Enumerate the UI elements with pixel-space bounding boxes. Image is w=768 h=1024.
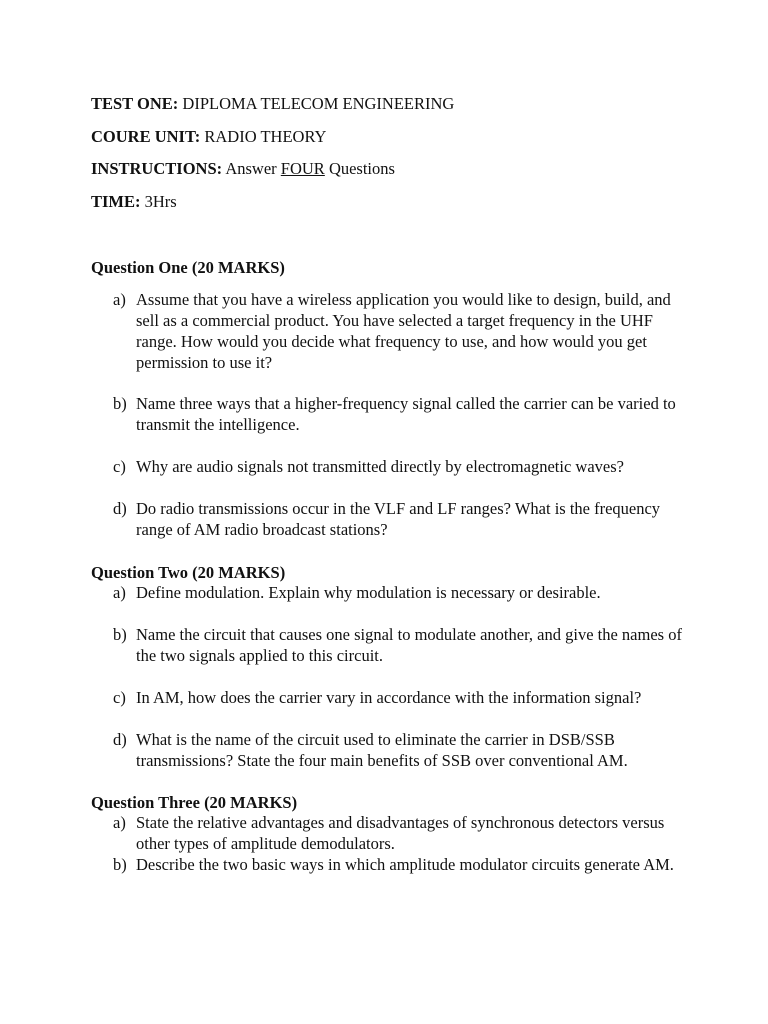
- time-label: TIME:: [91, 192, 141, 211]
- item-label: d): [113, 499, 127, 518]
- item-text: Name the circuit that causes one signal to modulate another, and give the names of the two signals applied to this circuit.: [136, 625, 682, 665]
- time-value: 3Hrs: [144, 192, 177, 211]
- item-text: Why are audio signals not transmitted directly by electromagnetic waves?: [136, 457, 624, 476]
- instructions-line: [91, 158, 395, 179]
- question-two-item-d: [113, 729, 693, 771]
- item-text: Name three ways that a higher-frequency signal called the carrier can be varied to transmit the intelligence.: [136, 394, 676, 434]
- question-one-item-c: [113, 456, 693, 477]
- item-label: a): [113, 583, 126, 602]
- test-value: DIPLOMA TELECOM ENGINEERING: [182, 94, 455, 113]
- item-label: b): [113, 625, 127, 644]
- instructions-pre: Answer: [225, 159, 277, 178]
- item-text: Define modulation. Explain why modulation is necessary or desirable.: [136, 583, 601, 602]
- item-label: a): [113, 290, 126, 309]
- course-unit-line: [91, 126, 326, 147]
- item-label: a): [113, 813, 126, 832]
- question-three-title: Question Three (20 MARKS): [91, 793, 298, 812]
- item-text: In AM, how does the carrier vary in accordance with the information signal?: [136, 688, 642, 707]
- instructions-emphasis: FOUR: [280, 159, 325, 178]
- item-label: b): [113, 855, 127, 874]
- question-two-item-c: [113, 687, 693, 708]
- question-two-title: Question Two (20 MARKS): [91, 563, 286, 582]
- instructions-label: INSTRUCTIONS:: [91, 159, 223, 178]
- question-three-item-a: [113, 812, 693, 854]
- question-two-item-b: [113, 624, 693, 666]
- question-one-item-b: [113, 393, 693, 435]
- item-label: d): [113, 730, 127, 749]
- question-one-title: Question One (20 MARKS): [91, 258, 285, 277]
- item-text: Describe the two basic ways in which amplitude modulator circuits generate AM.: [136, 855, 674, 874]
- course-unit-value: RADIO THEORY: [204, 127, 327, 146]
- test-label: TEST ONE:: [91, 94, 179, 113]
- item-label: c): [113, 457, 126, 476]
- course-unit-label: COURE UNIT:: [91, 127, 201, 146]
- question-one-item-a: [113, 289, 693, 373]
- question-three-item-b: [113, 854, 693, 875]
- item-text: What is the name of the circuit used to eliminate the carrier in DSB/SSB transmissions? State the four main benefits of SSB over conventional AM.: [136, 730, 628, 770]
- time-line: [91, 191, 177, 212]
- item-text: Do radio transmissions occur in the VLF and LF ranges? What is the frequency range of AM radio broadcast stations?: [136, 499, 661, 539]
- test-line: [91, 93, 454, 114]
- question-one-item-d: [113, 498, 693, 540]
- instructions-post: Questions: [328, 159, 395, 178]
- item-label: b): [113, 394, 127, 413]
- item-text: Assume that you have a wireless application you would like to design, build, and sell as a commercial product. You have selected a target frequency in the UHF range. How would you decide what frequency to use, and how would you get permission to use it?: [136, 290, 671, 372]
- item-label: c): [113, 688, 126, 707]
- question-two-item-a: [113, 582, 693, 603]
- item-text: State the relative advantages and disadvantages of synchronous detectors versus other types of amplitude demodulators.: [136, 813, 665, 853]
